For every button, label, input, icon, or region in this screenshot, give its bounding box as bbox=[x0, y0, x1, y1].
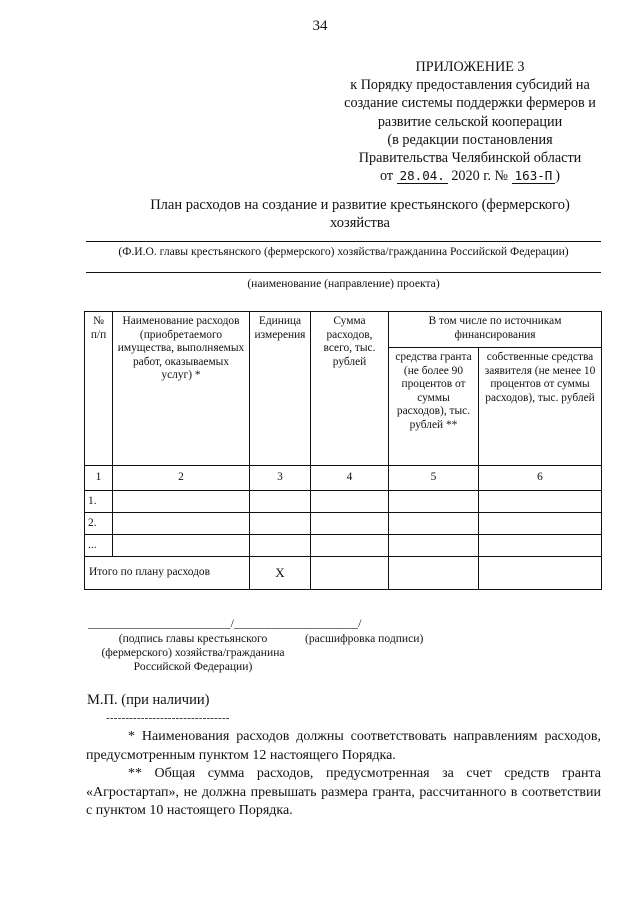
header-unit: Единица измерения bbox=[250, 312, 311, 466]
col-number-6: 6 bbox=[479, 466, 602, 491]
header-num: № п/п bbox=[85, 312, 113, 466]
row-number: ... bbox=[85, 535, 113, 557]
page-number: 34 bbox=[312, 18, 328, 34]
table-row bbox=[85, 513, 602, 535]
header-own: собственные средства заявителя (не менее 10 процентов от суммы расходов), тыс. рублей bbox=[479, 348, 602, 466]
col-number-4: 4 bbox=[311, 466, 389, 491]
col-number-1: 1 bbox=[85, 466, 113, 491]
header-name: Наименование расходов (приобретаемого имущества, выполняемых работ, оказываемых услуг) * bbox=[113, 312, 250, 466]
appendix-title: ПРИЛОЖЕНИЕ 3 bbox=[415, 59, 525, 75]
footnote-1: * Наименования расходов должны соответствовать направлениям расходов, предусмотренным пунктом 12 настоящего Порядка. bbox=[86, 729, 601, 763]
handwritten-number: 163-П bbox=[512, 169, 556, 184]
expense-plan-table bbox=[84, 311, 602, 590]
footnote-separator: -------------------------------- bbox=[106, 712, 230, 724]
project-field-line bbox=[86, 272, 601, 273]
closing-paren: ) bbox=[555, 168, 561, 185]
year-text: 2020 г. № bbox=[451, 168, 509, 185]
stamp-place: М.П. (при наличии) bbox=[87, 692, 210, 708]
signature-caption-line-3: Российской Федерации) bbox=[133, 660, 253, 673]
total-row bbox=[85, 557, 602, 590]
appendix-date-line bbox=[330, 167, 610, 185]
signature-caption bbox=[88, 632, 298, 674]
header-grant: средства гранта (не более 90 процентов от суммы расходов), тыс. рублей ** bbox=[389, 348, 479, 466]
head-name-field-line bbox=[86, 241, 601, 242]
total-unit: X bbox=[250, 557, 311, 590]
col-number-2: 2 bbox=[113, 466, 250, 491]
table-row bbox=[85, 491, 602, 513]
total-label: Итого по плану расходов bbox=[85, 557, 250, 590]
plan-title bbox=[120, 196, 600, 232]
signature-caption-line-1: (подпись главы крестьянского bbox=[118, 632, 268, 645]
appendix-line-2: создание системы поддержки фермеров и bbox=[344, 95, 596, 112]
header-sources: В том числе по источникам финансирования bbox=[389, 312, 602, 348]
signature-decode-caption: (расшифровка подписи) bbox=[305, 632, 424, 645]
appendix-line-3: развитие сельской кооперации bbox=[377, 113, 563, 130]
table-row bbox=[85, 535, 602, 557]
row-number: 2. bbox=[85, 513, 113, 535]
col-number-3: 3 bbox=[250, 466, 311, 491]
footnote-2: ** Общая сумма расходов, предусмотренная за счет средств гранта «Агростартап», не должна превышать размера гранта, рассчитанного в соответствии с пунктом 10 настоящего Порядка. bbox=[86, 766, 601, 818]
col-number-5: 5 bbox=[389, 466, 479, 491]
head-name-caption: (Ф.И.О. главы крестьянского (фермерского) хозяйства/гражданина Российской Федерации) bbox=[118, 245, 569, 258]
footnotes bbox=[86, 728, 601, 821]
appendix-line-1: к Порядку предоставления субсидий на bbox=[350, 77, 590, 94]
project-caption: (наименование (направление) проекта) bbox=[247, 277, 440, 290]
signature-line: _______________________/____________________/ bbox=[88, 616, 362, 630]
signature-caption-line-2: (фермерского) хозяйства/гражданина bbox=[101, 646, 285, 659]
handwritten-date: 28.04. bbox=[397, 169, 448, 184]
row-number: 1. bbox=[85, 491, 113, 513]
appendix-line-4: (в редакции постановления bbox=[387, 131, 553, 148]
header-total: Сумма расходов, всего, тыс. рублей bbox=[311, 312, 389, 466]
appendix-header bbox=[330, 58, 610, 185]
plan-title-line-1: План расходов на создание и развитие крестьянского (фермерского) bbox=[150, 197, 570, 213]
date-prefix: от bbox=[379, 168, 394, 185]
appendix-line-5: Правительства Челябинской области bbox=[358, 150, 582, 167]
plan-title-line-2: хозяйства bbox=[330, 215, 390, 231]
